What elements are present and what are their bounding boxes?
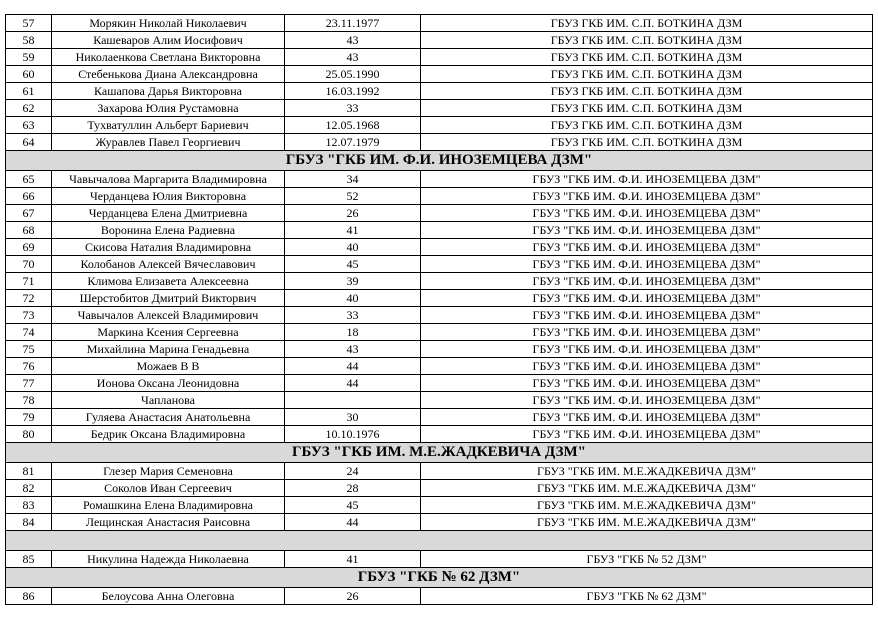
full-name-cell: Шерстобитов Дмитрий Викторвич [52,290,285,307]
row-number-cell: 84 [6,514,52,531]
age-or-birthdate-cell: 25.05.1990 [285,66,421,83]
organization-cell: ГБУЗ "ГКБ ИМ. Ф.И. ИНОЗЕМЦЕВА ДЗМ" [421,290,873,307]
full-name-cell: Кашапова Дарья Викторовна [52,83,285,100]
row-number-cell: 74 [6,324,52,341]
age-or-birthdate-cell [285,392,421,409]
table-row [6,273,873,290]
full-name-cell: Стебенькова Диана Александровна [52,66,285,83]
full-name-cell: Гуляева Анастасия Анатольевна [52,409,285,426]
age-or-birthdate-cell: 44 [285,375,421,392]
organization-cell: ГБУЗ "ГКБ ИМ. Ф.И. ИНОЗЕМЦЕВА ДЗМ" [421,188,873,205]
full-name-cell: Захарова Юлия Рустамовна [52,100,285,117]
section-header-label: ГБУЗ "ГКБ ИМ. М.Е.ЖАДКЕВИЧА ДЗМ" [6,443,873,463]
table-row [6,239,873,256]
organization-cell: ГБУЗ "ГКБ ИМ. Ф.И. ИНОЗЕМЦЕВА ДЗМ" [421,409,873,426]
row-number-cell: 62 [6,100,52,117]
organization-cell: ГБУЗ ГКБ ИМ. С.П. БОТКИНА ДЗМ [421,66,873,83]
age-or-birthdate-cell: 12.07.1979 [285,134,421,151]
table-row [6,256,873,273]
table-row [6,358,873,375]
section-header-row [6,568,873,588]
full-name-cell: Никулина Надежда Николаевна [52,551,285,568]
table-row [6,66,873,83]
age-or-birthdate-cell: 43 [285,32,421,49]
row-number-cell: 69 [6,239,52,256]
section-header-label: ГБУЗ "ГКБ № 62 ДЗМ" [6,568,873,588]
table-row [6,205,873,222]
full-name-cell: Михайлина Марина Генадьевна [52,341,285,358]
table-row [6,588,873,605]
blank-separator-row [6,531,873,551]
full-name-cell: Николаенкова Светлана Викторовна [52,49,285,66]
row-number-cell: 61 [6,83,52,100]
age-or-birthdate-cell: 18 [285,324,421,341]
row-number-cell: 78 [6,392,52,409]
age-or-birthdate-cell: 16.03.1992 [285,83,421,100]
row-number-cell: 57 [6,15,52,32]
age-or-birthdate-cell: 23.11.1977 [285,15,421,32]
row-number-cell: 66 [6,188,52,205]
age-or-birthdate-cell: 45 [285,256,421,273]
full-name-cell: Бедрик Оксана Владимировна [52,426,285,443]
organization-cell: ГБУЗ "ГКБ ИМ. Ф.И. ИНОЗЕМЦЕВА ДЗМ" [421,256,873,273]
age-or-birthdate-cell: 52 [285,188,421,205]
organization-cell: ГБУЗ ГКБ ИМ. С.П. БОТКИНА ДЗМ [421,49,873,66]
row-number-cell: 70 [6,256,52,273]
full-name-cell: Кашеваров Алим Иосифович [52,32,285,49]
full-name-cell: Можаев В В [52,358,285,375]
row-number-cell: 73 [6,307,52,324]
age-or-birthdate-cell: 10.10.1976 [285,426,421,443]
table-row [6,15,873,32]
table-row [6,100,873,117]
full-name-cell: Черданцева Юлия Викторовна [52,188,285,205]
age-or-birthdate-cell: 24 [285,463,421,480]
age-or-birthdate-cell: 30 [285,409,421,426]
table-row [6,497,873,514]
table-row [6,480,873,497]
organization-cell: ГБУЗ "ГКБ ИМ. М.Е.ЖАДКЕВИЧА ДЗМ" [421,514,873,531]
table-row [6,375,873,392]
row-number-cell: 64 [6,134,52,151]
table-row [6,134,873,151]
full-name-cell: Журавлев Павел Георгиевич [52,134,285,151]
age-or-birthdate-cell: 45 [285,497,421,514]
row-number-cell: 68 [6,222,52,239]
full-name-cell: Чапланова [52,392,285,409]
full-name-cell: Скисова Наталия Владимировна [52,239,285,256]
age-or-birthdate-cell: 43 [285,341,421,358]
full-name-cell: Чавычалов Алексей Владимирович [52,307,285,324]
age-or-birthdate-cell: 26 [285,588,421,605]
row-number-cell: 63 [6,117,52,134]
organization-cell: ГБУЗ "ГКБ ИМ. Ф.И. ИНОЗЕМЦЕВА ДЗМ" [421,341,873,358]
full-name-cell: Воронина Елена Радиевна [52,222,285,239]
organization-cell: ГБУЗ "ГКБ ИМ. Ф.И. ИНОЗЕМЦЕВА ДЗМ" [421,426,873,443]
organization-cell: ГБУЗ "ГКБ ИМ. М.Е.ЖАДКЕВИЧА ДЗМ" [421,497,873,514]
age-or-birthdate-cell: 44 [285,358,421,375]
age-or-birthdate-cell: 34 [285,171,421,188]
table-row [6,171,873,188]
full-name-cell: Белоусова Анна Олеговна [52,588,285,605]
row-number-cell: 65 [6,171,52,188]
row-number-cell: 77 [6,375,52,392]
row-number-cell: 60 [6,66,52,83]
full-name-cell: Тухватуллин Альберт Бариевич [52,117,285,134]
organization-cell: ГБУЗ ГКБ ИМ. С.П. БОТКИНА ДЗМ [421,32,873,49]
full-name-cell: Колобанов Алексей Вячеславович [52,256,285,273]
table-row [6,324,873,341]
row-number-cell: 79 [6,409,52,426]
age-or-birthdate-cell: 12.05.1968 [285,117,421,134]
table-row [6,307,873,324]
full-name-cell: Глезер Мария Семеновна [52,463,285,480]
organization-cell: ГБУЗ "ГКБ ИМ. Ф.И. ИНОЗЕМЦЕВА ДЗМ" [421,273,873,290]
organization-cell: ГБУЗ ГКБ ИМ. С.П. БОТКИНА ДЗМ [421,100,873,117]
row-number-cell: 76 [6,358,52,375]
table-row [6,222,873,239]
table-row [6,188,873,205]
age-or-birthdate-cell: 44 [285,514,421,531]
table-row [6,392,873,409]
table-row [6,290,873,307]
organization-cell: ГБУЗ "ГКБ ИМ. Ф.И. ИНОЗЕМЦЕВА ДЗМ" [421,324,873,341]
organization-cell: ГБУЗ ГКБ ИМ. С.П. БОТКИНА ДЗМ [421,134,873,151]
full-name-cell: Климова Елизавета Алексеевна [52,273,285,290]
organization-cell: ГБУЗ "ГКБ № 52 ДЗМ" [421,551,873,568]
organization-cell: ГБУЗ "ГКБ ИМ. М.Е.ЖАДКЕВИЧА ДЗМ" [421,480,873,497]
row-number-cell: 82 [6,480,52,497]
age-or-birthdate-cell: 43 [285,49,421,66]
row-number-cell: 81 [6,463,52,480]
organization-cell: ГБУЗ "ГКБ № 62 ДЗМ" [421,588,873,605]
age-or-birthdate-cell: 28 [285,480,421,497]
table-row [6,514,873,531]
table-row [6,426,873,443]
age-or-birthdate-cell: 40 [285,239,421,256]
organization-cell: ГБУЗ "ГКБ ИМ. Ф.И. ИНОЗЕМЦЕВА ДЗМ" [421,392,873,409]
row-number-cell: 75 [6,341,52,358]
row-number-cell: 71 [6,273,52,290]
blank-separator-cell [6,531,873,551]
section-header-row [6,151,873,171]
full-name-cell: Ионова Оксана Леонидовна [52,375,285,392]
organization-cell: ГБУЗ "ГКБ ИМ. Ф.И. ИНОЗЕМЦЕВА ДЗМ" [421,375,873,392]
row-number-cell: 72 [6,290,52,307]
table-row [6,83,873,100]
age-or-birthdate-cell: 41 [285,222,421,239]
row-number-cell: 59 [6,49,52,66]
age-or-birthdate-cell: 40 [285,290,421,307]
row-number-cell: 85 [6,551,52,568]
organization-cell: ГБУЗ "ГКБ ИМ. Ф.И. ИНОЗЕМЦЕВА ДЗМ" [421,239,873,256]
row-number-cell: 67 [6,205,52,222]
organization-cell: ГБУЗ "ГКБ ИМ. Ф.И. ИНОЗЕМЦЕВА ДЗМ" [421,171,873,188]
row-number-cell: 86 [6,588,52,605]
table-row [6,463,873,480]
organization-cell: ГБУЗ "ГКБ ИМ. Ф.И. ИНОЗЕМЦЕВА ДЗМ" [421,307,873,324]
full-name-cell: Ромашкина Елена Владимировна [52,497,285,514]
full-name-cell: Лещинская Анастасия Раисовна [52,514,285,531]
table-row [6,117,873,134]
section-header-label: ГБУЗ "ГКБ ИМ. Ф.И. ИНОЗЕМЦЕВА ДЗМ" [6,151,873,171]
age-or-birthdate-cell: 39 [285,273,421,290]
row-number-cell: 83 [6,497,52,514]
participants-table [5,14,873,605]
age-or-birthdate-cell: 26 [285,205,421,222]
organization-cell: ГБУЗ "ГКБ ИМ. Ф.И. ИНОЗЕМЦЕВА ДЗМ" [421,205,873,222]
table-row [6,551,873,568]
table-row [6,409,873,426]
section-header-row [6,443,873,463]
full-name-cell: Чавычалова Маргарита Владимировна [52,171,285,188]
age-or-birthdate-cell: 33 [285,100,421,117]
full-name-cell: Морякин Николай Николаевич [52,15,285,32]
table-body [6,15,873,605]
table-row [6,32,873,49]
age-or-birthdate-cell: 41 [285,551,421,568]
table-row [6,49,873,66]
organization-cell: ГБУЗ "ГКБ ИМ. Ф.И. ИНОЗЕМЦЕВА ДЗМ" [421,358,873,375]
organization-cell: ГБУЗ ГКБ ИМ. С.П. БОТКИНА ДЗМ [421,117,873,134]
organization-cell: ГБУЗ ГКБ ИМ. С.П. БОТКИНА ДЗМ [421,15,873,32]
table-row [6,341,873,358]
organization-cell: ГБУЗ ГКБ ИМ. С.П. БОТКИНА ДЗМ [421,83,873,100]
row-number-cell: 80 [6,426,52,443]
full-name-cell: Черданцева Елена Дмитриевна [52,205,285,222]
full-name-cell: Маркина Ксения Сергеевна [52,324,285,341]
full-name-cell: Соколов Иван Сергеевич [52,480,285,497]
row-number-cell: 58 [6,32,52,49]
age-or-birthdate-cell: 33 [285,307,421,324]
organization-cell: ГБУЗ "ГКБ ИМ. М.Е.ЖАДКЕВИЧА ДЗМ" [421,463,873,480]
organization-cell: ГБУЗ "ГКБ ИМ. Ф.И. ИНОЗЕМЦЕВА ДЗМ" [421,222,873,239]
